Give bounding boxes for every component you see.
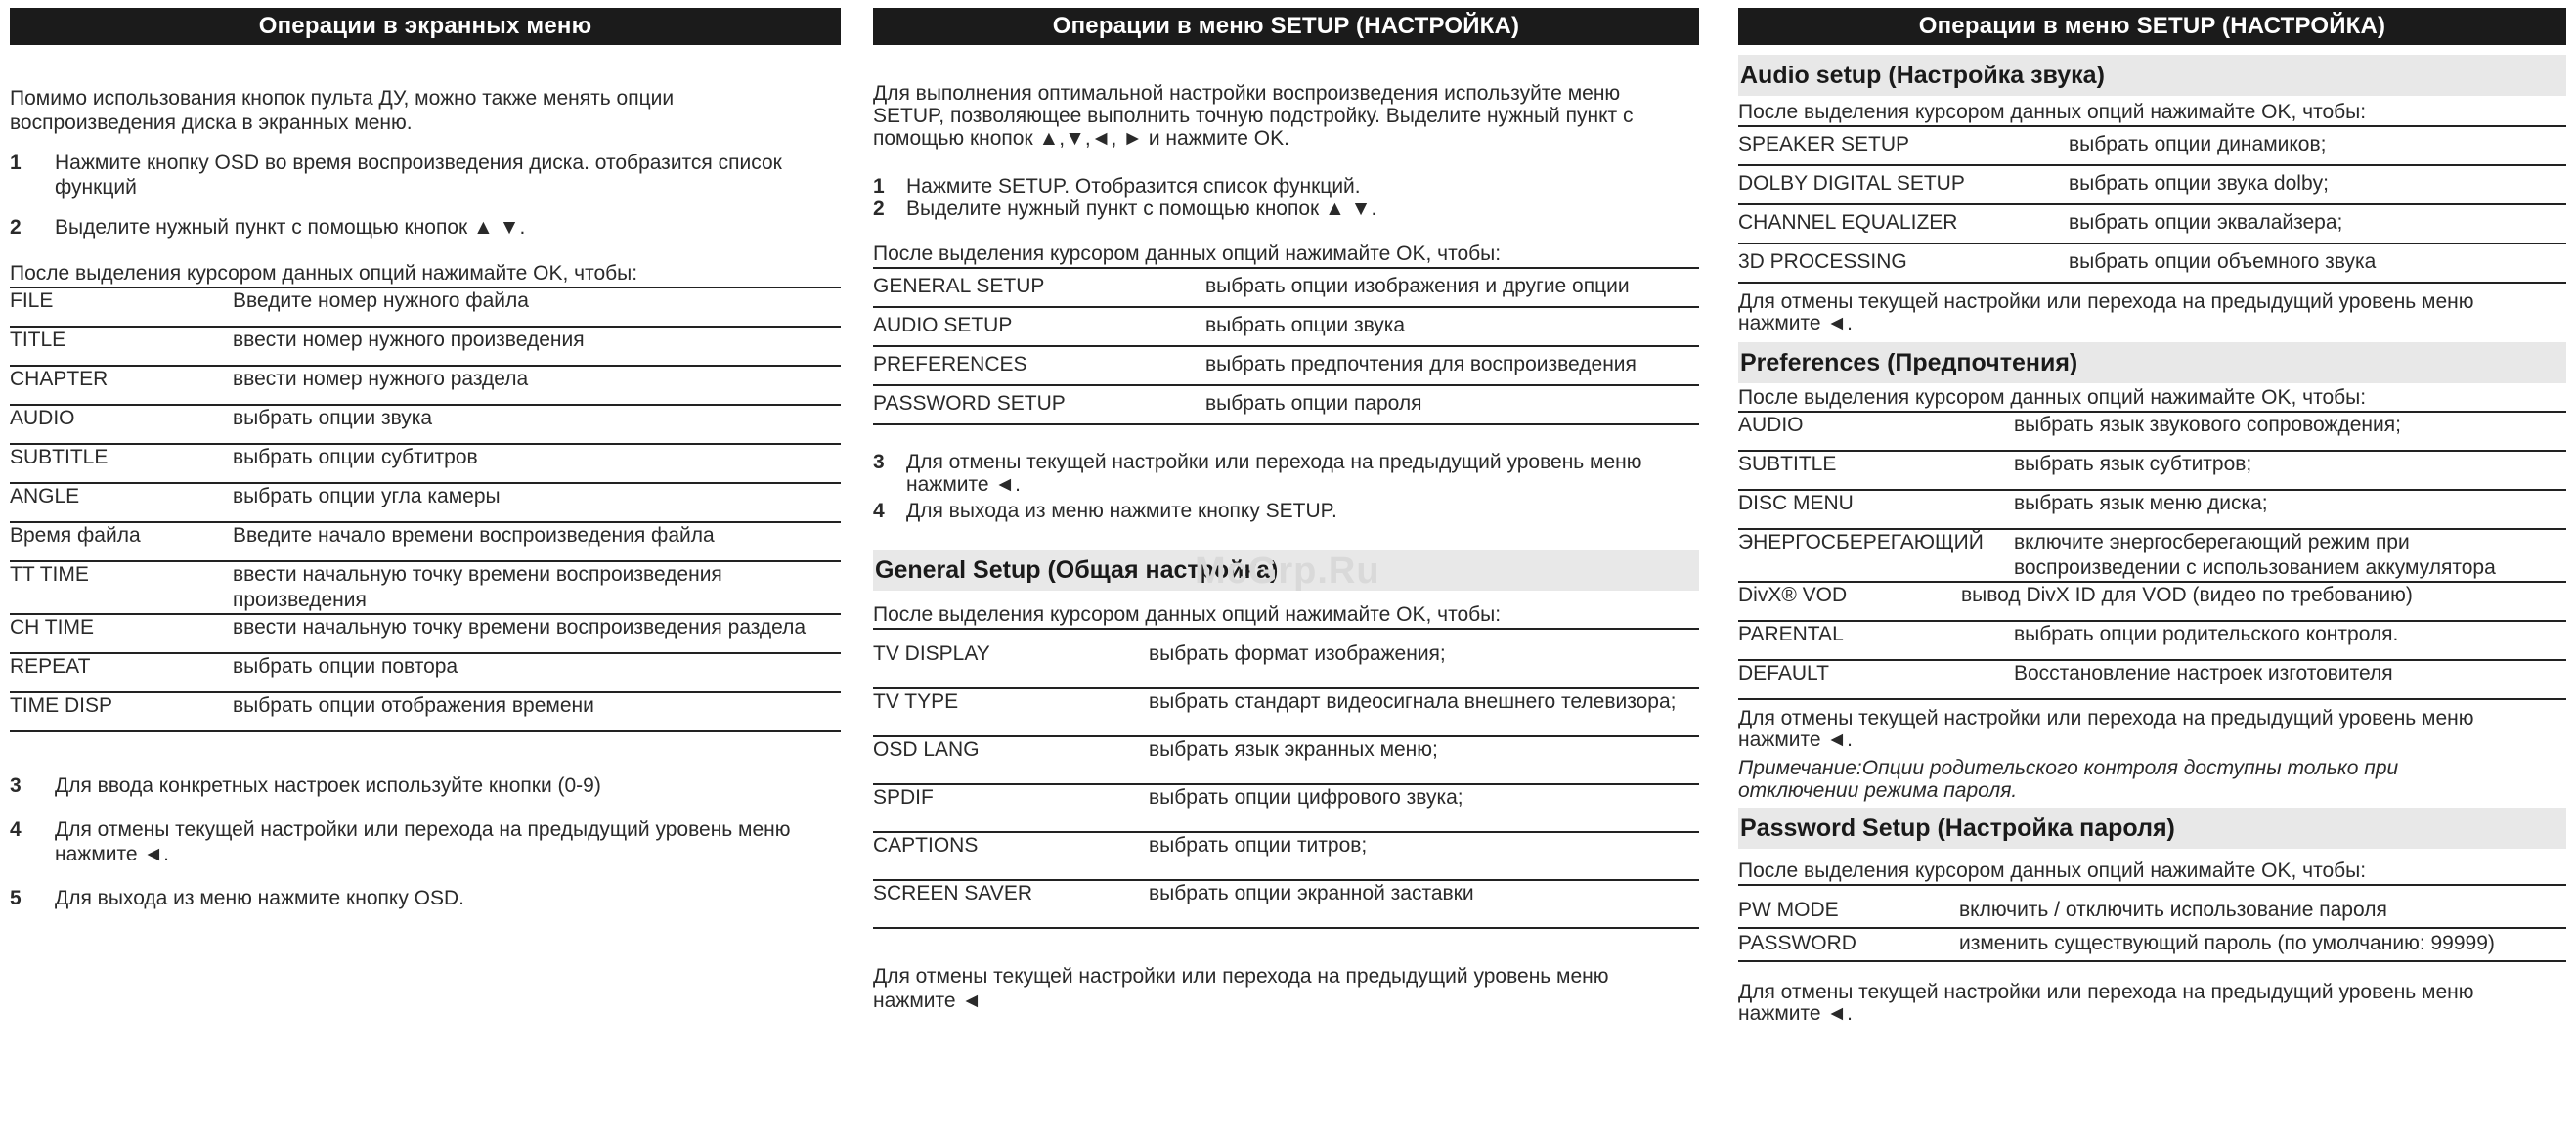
row-value: выбрать язык меню диска; bbox=[2014, 492, 2268, 514]
table-row bbox=[1738, 413, 2566, 452]
step-number: 2 bbox=[10, 216, 22, 239]
table-row bbox=[1738, 491, 2566, 530]
step-number: 4 bbox=[10, 818, 22, 841]
step-text: Для выхода из меню нажмите кнопку SETUP. bbox=[906, 500, 1337, 522]
intro-text: Помимо использования кнопок пульта ДУ, можно также менять опции воспроизведения диска в экранных меню. bbox=[10, 87, 675, 134]
step-text: Нажмите SETUP. Отобразится список функций. bbox=[906, 175, 1361, 198]
table-row bbox=[10, 654, 841, 693]
row-value: включите энергосберегающий режим при воспроизведении с использованием аккумулятора bbox=[2014, 531, 2496, 579]
cancel-text: Для отмены текущей настройки или перехода на предыдущий уровень меню нажмите ◄. bbox=[1738, 290, 2474, 334]
row-value: включить / отключить использование пароля bbox=[1959, 899, 2387, 921]
table-row bbox=[10, 445, 841, 484]
row-key: ANGLE bbox=[10, 485, 80, 507]
note-text: Примечание:Опции родительского контроля доступны только при отключении режима пароля. bbox=[1738, 757, 2399, 802]
row-key: CAPTIONS bbox=[873, 834, 979, 857]
row-value: выбрать опции динамиков; bbox=[2069, 133, 2327, 155]
row-value: выбрать опции титров; bbox=[1149, 834, 1368, 857]
row-key: CH TIME bbox=[10, 616, 94, 639]
step-number: 2 bbox=[873, 198, 885, 220]
password-setup-title: Password Setup (Настройка пароля) bbox=[1738, 808, 2566, 849]
table-caption: После выделения курсором данных опций нажимайте OK, чтобы: bbox=[873, 602, 1699, 630]
row-key: REPEAT bbox=[10, 655, 91, 678]
table-row bbox=[873, 689, 1699, 737]
table-row bbox=[1738, 583, 2566, 622]
row-key: CHAPTER bbox=[10, 368, 109, 390]
row-value: выбрать опции повтора bbox=[233, 655, 458, 678]
cancel-text: Для отмены текущей настройки или перехода на предыдущий уровень меню нажмите ◄. bbox=[1738, 981, 2474, 1025]
row-value: выбрать опции объемного звука bbox=[2069, 250, 2377, 273]
options-table bbox=[10, 288, 841, 732]
row-value: ввести номер нужного произведения bbox=[233, 329, 585, 351]
column-setup-submenus bbox=[1738, 8, 2566, 1025]
row-value: выбрать опции цифрового звука; bbox=[1149, 786, 1463, 809]
step-text: Нажмите кнопку OSD во время воспроизведения диска. отобразится список функций bbox=[55, 152, 782, 199]
table-row bbox=[1738, 530, 2566, 583]
row-value: выбрать язык субтитров; bbox=[2014, 453, 2252, 475]
table-caption: После выделения курсором данных опций нажимайте OK, чтобы: bbox=[873, 242, 1699, 269]
table-caption: После выделения курсором данных опций нажимайте OK, чтобы: bbox=[1738, 385, 2566, 413]
row-key: FILE bbox=[10, 289, 54, 312]
row-value: Введите номер нужного файла bbox=[233, 289, 529, 312]
step-4 bbox=[873, 500, 1699, 522]
table-row bbox=[10, 406, 841, 445]
row-key: TITLE bbox=[10, 329, 66, 351]
row-key: AUDIO bbox=[10, 407, 75, 429]
row-key: SPDIF bbox=[873, 786, 934, 809]
table-caption: После выделения курсором данных опций нажимайте OK, чтобы: bbox=[1738, 859, 2566, 886]
step-text: Для отмены текущей настройки или перехода на предыдущий уровень меню нажмите ◄. bbox=[55, 818, 791, 865]
row-value: ввести номер нужного раздела bbox=[233, 368, 529, 390]
row-key: Время файла bbox=[10, 524, 141, 547]
table-row bbox=[10, 367, 841, 406]
row-value: выбрать опции угла камеры bbox=[233, 485, 501, 507]
row-key: PARENTAL bbox=[1738, 623, 1844, 645]
row-value: выбрать опции звука bbox=[233, 407, 433, 429]
row-key: DivX® VOD bbox=[1738, 584, 1848, 606]
row-key: PASSWORD SETUP bbox=[873, 392, 1066, 415]
watermark: McGrp.Ru bbox=[1195, 551, 1380, 592]
column-setup-menu bbox=[873, 8, 1699, 1013]
row-value: выбрать формат изображения; bbox=[1149, 642, 1446, 665]
row-value: Восстановление настроек изготовителя bbox=[2014, 662, 2393, 684]
table-row bbox=[873, 347, 1699, 386]
row-key: 3D PROCESSING bbox=[1738, 250, 1907, 273]
section-header: Операции в экранных меню bbox=[10, 8, 841, 45]
step-number: 1 bbox=[10, 152, 22, 174]
step-text: Для выхода из меню нажмите кнопку OSD. bbox=[55, 887, 464, 909]
step-text: Выделите нужный пункт с помощью кнопок ▲ ▼. bbox=[906, 198, 1377, 220]
table-row bbox=[873, 833, 1699, 881]
row-key: TV TYPE bbox=[873, 690, 959, 713]
table-row bbox=[10, 523, 841, 562]
cancel-text: Для отмены текущей настройки или перехода на предыдущий уровень меню нажмите ◄. bbox=[1738, 707, 2474, 751]
step-3 bbox=[10, 773, 841, 798]
row-key: SUBTITLE bbox=[1738, 453, 1837, 475]
row-key: TIME DISP bbox=[10, 694, 113, 717]
table-row bbox=[1738, 166, 2566, 205]
table-row bbox=[1738, 205, 2566, 244]
row-key: CHANNEL EQUALIZER bbox=[1738, 211, 1958, 234]
row-key: AUDIO SETUP bbox=[873, 314, 1013, 336]
row-value: выбрать опции отображения времени bbox=[233, 694, 594, 717]
row-value: выбрать предпочтения для воспроизведения bbox=[1205, 353, 1637, 375]
row-value: выбрать стандарт видеосигнала внешнего телевизора; bbox=[1149, 690, 1677, 713]
table-row bbox=[1738, 929, 2566, 962]
row-key: ЭНЕРГОСБЕРЕГАЮЩИЙ bbox=[1738, 531, 1984, 553]
table-row bbox=[1738, 896, 2566, 929]
row-key: GENERAL SETUP bbox=[873, 275, 1045, 297]
step-number: 5 bbox=[10, 887, 22, 909]
preferences-table bbox=[1738, 413, 2566, 700]
row-value: выбрать язык звукового сопровождения; bbox=[2014, 414, 2401, 436]
row-key: SPEAKER SETUP bbox=[1738, 133, 1910, 155]
row-value: выбрать опции звука dolby; bbox=[2069, 172, 2329, 195]
table-row bbox=[873, 737, 1699, 785]
row-value: ввести начальную точку времени воспроизведения произведения bbox=[233, 563, 722, 611]
step-number: 3 bbox=[10, 774, 22, 797]
step-2 bbox=[10, 215, 841, 240]
row-key: SCREEN SAVER bbox=[873, 882, 1032, 904]
preferences-title: Preferences (Предпочтения) bbox=[1738, 342, 2566, 383]
table-row bbox=[873, 641, 1699, 689]
password-setup-table bbox=[1738, 896, 2566, 962]
row-key: TT TIME bbox=[10, 563, 89, 586]
table-row bbox=[1738, 244, 2566, 284]
row-value: ввести начальную точку времени воспроизведения раздела bbox=[233, 616, 807, 639]
section-header: Операции в меню SETUP (НАСТРОЙКА) bbox=[873, 8, 1699, 45]
table-row bbox=[10, 693, 841, 732]
row-value: выбрать опции родительского контроля. bbox=[2014, 623, 2399, 645]
step-2 bbox=[873, 198, 1699, 220]
table-row bbox=[10, 562, 841, 615]
step-5 bbox=[10, 886, 841, 910]
row-value: выбрать опции изображения и другие опции bbox=[1205, 275, 1630, 297]
row-value: выбрать опции пароля bbox=[1205, 392, 1422, 415]
row-key: TV DISPLAY bbox=[873, 642, 990, 665]
column-osd-menu bbox=[10, 8, 841, 910]
row-key: PASSWORD bbox=[1738, 932, 1856, 954]
table-row bbox=[873, 308, 1699, 347]
row-key: SUBTITLE bbox=[10, 446, 109, 468]
row-key: PW MODE bbox=[1738, 899, 1839, 921]
step-text: Выделите нужный пункт с помощью кнопок ▲ ▼. bbox=[55, 216, 526, 239]
table-row bbox=[1738, 127, 2566, 166]
row-value: выбрать опции звука bbox=[1205, 314, 1406, 336]
table-row bbox=[1738, 622, 2566, 661]
audio-setup-title: Audio setup (Настройка звука) bbox=[1738, 55, 2566, 96]
table-row bbox=[10, 484, 841, 523]
row-key: DISC MENU bbox=[1738, 492, 1854, 514]
general-setup-title: General Setup (Общая настройка) bbox=[873, 550, 1699, 591]
row-value: изменить существующий пароль (по умолчанию: 99999) bbox=[1959, 932, 2495, 954]
step-3 bbox=[873, 451, 1675, 496]
row-value: выбрать опции субтитров bbox=[233, 446, 478, 468]
row-value: Введите начало времени воспроизведения файла bbox=[233, 524, 715, 547]
table-row bbox=[10, 328, 841, 367]
step-1 bbox=[873, 175, 1699, 198]
setup-menu-table bbox=[873, 269, 1699, 425]
row-key: OSD LANG bbox=[873, 738, 980, 761]
table-caption: После выделения курсором данных опций нажимайте OK, чтобы: bbox=[1738, 100, 2566, 127]
table-row bbox=[10, 615, 841, 654]
step-number: 3 bbox=[873, 451, 885, 473]
row-key: PREFERENCES bbox=[873, 353, 1027, 375]
step-1 bbox=[10, 151, 821, 199]
row-value: выбрать опции эквалайзера; bbox=[2069, 211, 2343, 234]
row-key: AUDIO bbox=[1738, 414, 1804, 436]
cancel-text: Для отмены текущей настройки или перехода на предыдущий уровень меню нажмите ◄ bbox=[873, 965, 1609, 1012]
row-value: выбрать язык экранных меню; bbox=[1149, 738, 1438, 761]
row-key: DEFAULT bbox=[1738, 662, 1829, 684]
step-number: 4 bbox=[873, 500, 885, 522]
table-row bbox=[873, 881, 1699, 929]
audio-setup-table bbox=[1738, 127, 2566, 284]
table-caption: После выделения курсором данных опций нажимайте OK, чтобы: bbox=[10, 261, 841, 288]
row-key: DOLBY DIGITAL SETUP bbox=[1738, 172, 1965, 195]
table-row bbox=[873, 785, 1699, 833]
intro-text: Для выполнения оптимальной настройки воспроизведения используйте меню SETUP, позволяющее выполнить точную подстройку. Выделите нужный пункт с помощью кнопок ▲,▼,◄, ► и нажмите OK. bbox=[873, 82, 1634, 150]
step-text: Для отмены текущей настройки или перехода на предыдущий уровень меню нажмите ◄. bbox=[906, 451, 1642, 496]
row-value: вывод DivX ID для VOD (видео по требованию) bbox=[1961, 584, 2413, 606]
general-setup-table bbox=[873, 641, 1699, 929]
row-value: выбрать опции экранной заставки bbox=[1149, 882, 1474, 904]
step-4 bbox=[10, 817, 811, 866]
table-row bbox=[1738, 452, 2566, 491]
table-row bbox=[1738, 661, 2566, 700]
step-number: 1 bbox=[873, 175, 885, 198]
step-text: Для ввода конкретных настроек используйте кнопки (0-9) bbox=[55, 774, 601, 797]
table-row bbox=[873, 386, 1699, 425]
table-row bbox=[10, 288, 841, 328]
section-header: Операции в меню SETUP (НАСТРОЙКА) bbox=[1738, 8, 2566, 45]
table-row bbox=[873, 269, 1699, 308]
